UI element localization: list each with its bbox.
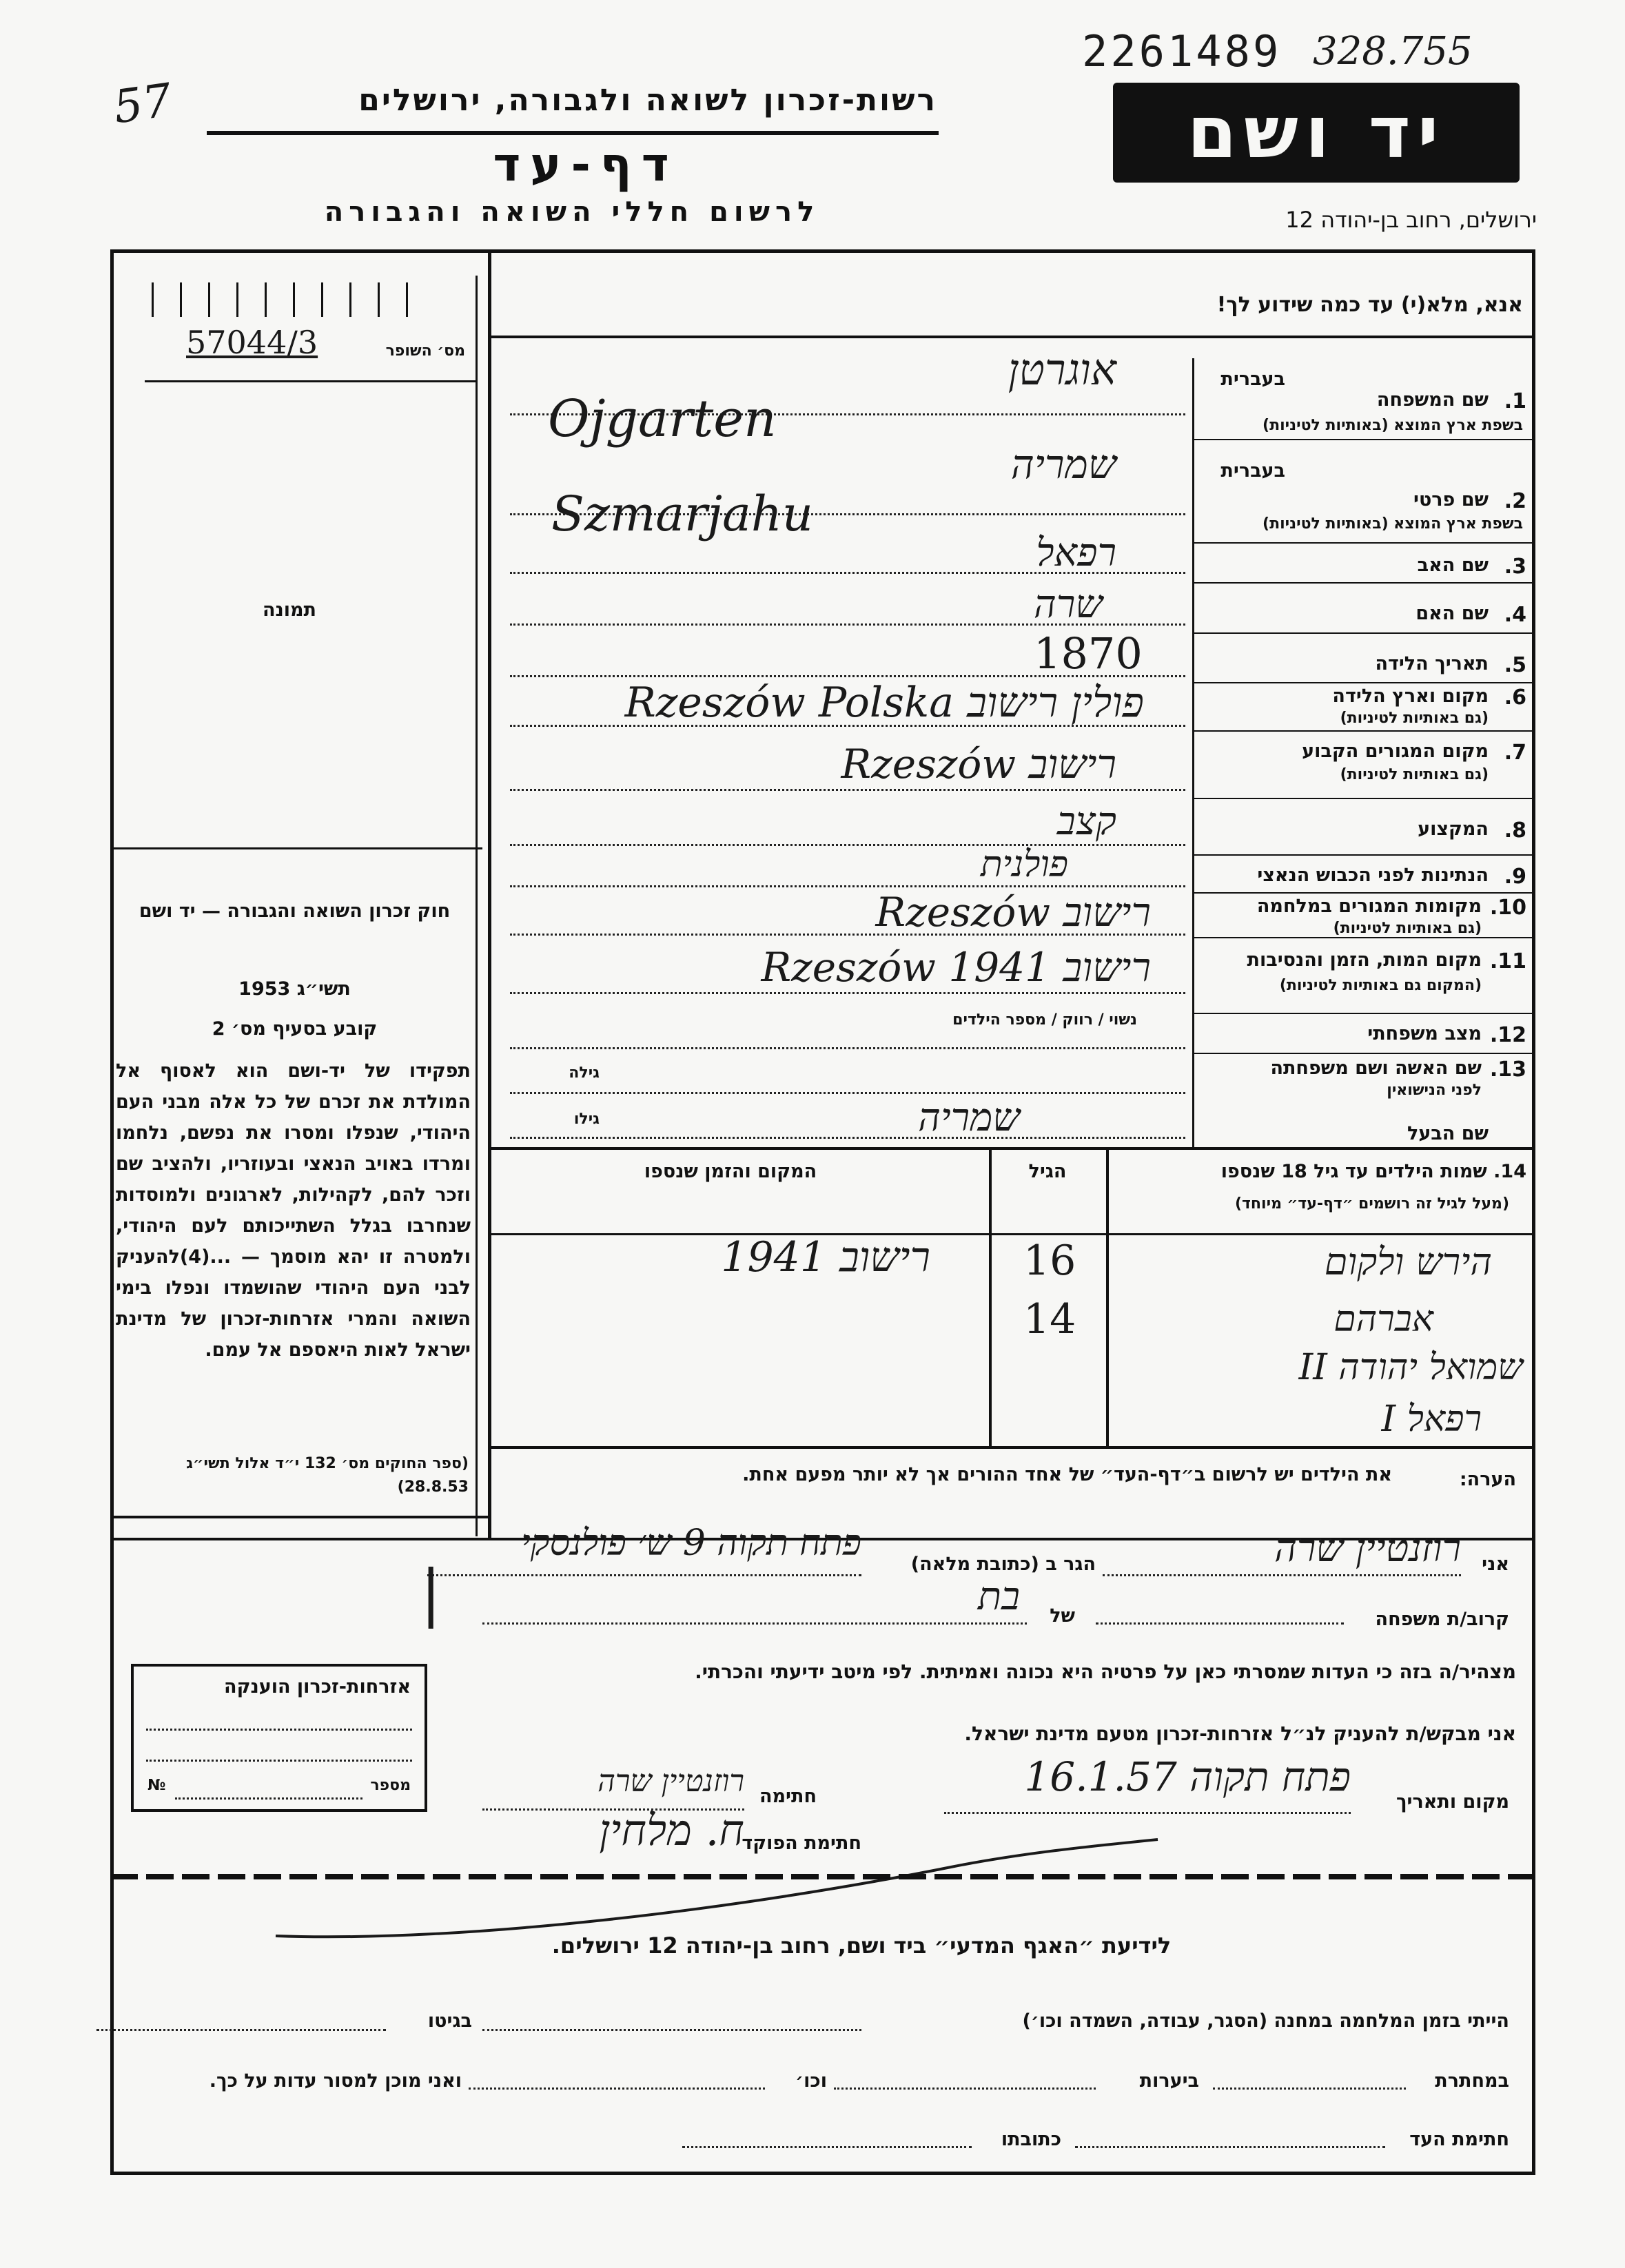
authority-underline	[207, 131, 939, 135]
label-column-divider	[1192, 358, 1194, 1147]
note-text: את הילדים יש לרשום ב״דף-העד״ של אחד ההורים אך לא יותר מפעם אחת.	[742, 1464, 1392, 1485]
husband-value[interactable]: שמריה	[918, 1095, 1020, 1140]
law-source: (ספר החוקים מס׳ 132 י״ד אלול תשי״ג 28.8.53)	[186, 1455, 469, 1496]
field-7-sublabel: (גם באותיות לטיניות)	[1340, 766, 1489, 783]
declaration-statement-2: אני מבקש/ת להעניק לנ״ל אזרחות-זכרון מטעם מדינת ישראל.	[964, 1722, 1516, 1745]
field-9-label: הנתינות לפני הכבוש הנאצי	[1257, 865, 1489, 886]
reference-number: 328.755	[1313, 29, 1473, 74]
note-label: הערה:	[1459, 1469, 1516, 1490]
file-number-rule	[145, 380, 476, 382]
field-2-value-hebrew[interactable]: שמריה	[1010, 441, 1116, 488]
citizenship-box-no: №	[147, 1777, 166, 1794]
official-signature-label: חתימת הפוקד	[742, 1833, 861, 1854]
field-3-value[interactable]: רפאל	[1036, 530, 1116, 575]
declaration-address-value[interactable]: פתח תקוה 9 ש׳ פולנסקי	[521, 1523, 861, 1564]
children-col-1	[1106, 1150, 1109, 1446]
field-1-label: שם המשפחה	[1376, 389, 1489, 411]
husband-label: שם הבעל	[1407, 1123, 1489, 1144]
relation-label: קרוב/ת משפחה	[1375, 1609, 1509, 1630]
field-6-number: 6.	[1504, 685, 1526, 710]
field-10-sublabel: (גם באותיות לטיניות)	[1333, 920, 1482, 937]
field-10-number: 10.	[1489, 896, 1526, 920]
field-4-label: שם האם	[1416, 603, 1489, 624]
form-subtitle: לרשום חללי השואה והגבורה	[324, 196, 820, 228]
field-13-sublabel: לפני הנישואין	[1387, 1082, 1482, 1099]
law-title: חוק זכרון השואה והגבורה — יד ושם	[139, 900, 451, 922]
form-intro: אנא, מלא(י) עד כמה שידוע לך!	[1216, 293, 1523, 317]
field-12-number: 12.	[1489, 1023, 1526, 1047]
declaration-address-label: הגר ב (כתובת מלאה)	[910, 1554, 1096, 1575]
field-13-number: 13.	[1489, 1058, 1526, 1082]
form-title: דף-עד	[493, 138, 679, 192]
child-row-2-age[interactable]: 14	[1023, 1295, 1076, 1343]
law-clause: קובע בסעיף מס׳ 2	[212, 1018, 378, 1040]
left-panel-divider-2	[476, 276, 478, 1536]
note-top-rule	[491, 1446, 1535, 1449]
husband-age-label: גילו	[573, 1111, 600, 1128]
bottom-line2-b: ביערות	[1139, 2070, 1199, 2092]
declaration-i-value[interactable]: רוזנטיין שרה	[1274, 1526, 1461, 1571]
child-row-1-place[interactable]: רישוב 1941	[721, 1233, 930, 1281]
field-4-value[interactable]: שרה	[1034, 582, 1103, 627]
left-panel-divider	[488, 249, 491, 1538]
field-5-number: 5.	[1504, 653, 1526, 677]
field-10-label: מקומות המגורים במלחמה	[1256, 896, 1482, 917]
children-place-header: המקום והזמן שנספו	[644, 1161, 817, 1182]
bottom-line1-a: הייתי בזמן המלחמה במחנה (הסגר, עבודה, השמדה וכו׳)	[1022, 2010, 1509, 2032]
field-11-number: 11.	[1489, 949, 1526, 973]
law-year: תשי״ג 1953	[238, 978, 351, 1000]
field-2-value-latin[interactable]: Szmarjahu	[551, 486, 814, 542]
field-2-label: שם פרטי	[1413, 489, 1489, 511]
field-12-value[interactable]: נשוי / רווק / מספר הילדים	[952, 1011, 1137, 1029]
child-row-1-age[interactable]: 16	[1023, 1237, 1076, 1285]
child-row-2-name[interactable]: אברהם	[1333, 1299, 1433, 1340]
bottom-line2-d: ואני מוכן למסור עדות על כך.	[209, 2070, 462, 2092]
children-label: 14. שמות הילדים עד גיל 18 שנספו	[1220, 1161, 1526, 1182]
child-row-4-name[interactable]: רפאל I	[1381, 1399, 1482, 1440]
bottom-section-rule	[110, 1874, 1535, 1879]
field-2-number: 2.	[1504, 489, 1526, 513]
place-date-label: מקום ותאריך	[1396, 1791, 1509, 1813]
field-11-value[interactable]: רישוב 1941 Rzeszów	[761, 944, 1151, 991]
declaration-i-label: אני	[1482, 1554, 1509, 1575]
serial-number: 2261489	[1082, 26, 1282, 76]
field-4-number: 4.	[1504, 603, 1526, 627]
header-address: ירושלים, רחוב בן-יהודה 12	[1285, 207, 1537, 233]
field-10-value[interactable]: רישוב Rzeszów	[875, 889, 1151, 936]
field-1-number: 1.	[1504, 389, 1526, 413]
field-7-label: מקום המגורים הקבוע	[1302, 741, 1489, 762]
file-number-label: מס׳ השופר	[385, 342, 465, 360]
field-11-label: מקום המות, הזמן והנסיבות	[1247, 949, 1482, 971]
photo-label: תמונה	[262, 599, 317, 621]
file-number-value: 57044/3	[186, 324, 318, 361]
field-3-number: 3.	[1504, 555, 1526, 579]
children-age-header: הגיל	[1028, 1161, 1067, 1182]
field-1-sublabel: בשפת ארץ המוצא (באותיות לטיניות)	[1263, 417, 1523, 434]
place-date-value[interactable]: פתח תקוה 16.1.57	[1024, 1753, 1351, 1800]
logo-text: יד ושם	[1187, 90, 1446, 174]
citizenship-box-number-label: מספר	[370, 1777, 411, 1794]
relation-value[interactable]: בת	[977, 1574, 1020, 1619]
citizenship-box-title: אזרחות-זכרון הוענקה	[224, 1676, 411, 1698]
children-col-2	[989, 1150, 992, 1446]
citizenship-box	[131, 1664, 427, 1812]
field-12-label: מצב משפחתי	[1367, 1023, 1482, 1044]
left-panel-bottom-rule	[110, 1516, 491, 1518]
photo-box-bottom	[110, 847, 482, 849]
signature-label: חתימה	[759, 1786, 817, 1807]
field-5-label: תאריך הלידה	[1375, 653, 1489, 674]
field-9-value[interactable]: פולנית	[980, 844, 1068, 885]
bottom-line3-b: כתובתו	[1001, 2129, 1061, 2150]
child-row-1-name[interactable]: הירש ולקום	[1324, 1240, 1492, 1284]
field-11-sublabel: (המקום גם באותיות לטיניות)	[1279, 977, 1482, 994]
field-1-hebrew-label: בעברית	[1220, 369, 1285, 390]
field-5-value[interactable]: 1870	[1034, 628, 1143, 679]
field-3-label: שם האב	[1417, 555, 1489, 576]
field-6-label: מקום וארץ הלידה	[1332, 685, 1489, 707]
official-signature-value[interactable]: ח. מלחין	[599, 1805, 744, 1855]
margin-mark: 57	[110, 73, 175, 134]
field-6-value[interactable]: פולין רישוב Rzeszów Polska	[624, 679, 1144, 727]
intro-rule	[491, 336, 1535, 338]
bottom-line3-a: חתימת העד	[1409, 2129, 1509, 2150]
field-1-value-latin[interactable]: Ojgarten	[548, 389, 777, 449]
field-8-value[interactable]: קצב	[1056, 799, 1116, 844]
bottom-line1-b: בגיטו	[427, 2010, 472, 2032]
file-number-ticks	[145, 282, 469, 317]
bottom-line2-c: וכו׳	[795, 2070, 827, 2092]
declaration-statement-1: מצהיר/ה בזה כי העדות שמסרתי כאן על פרטיה היא נכונה ואמיתית. לפי מיטב ידיעתי והכרתי.	[695, 1660, 1516, 1683]
field-8-label: המקצוע	[1418, 818, 1489, 840]
field-7-value[interactable]: רישוב Rzeszów	[841, 741, 1116, 787]
field-6-sublabel: (גם באותיות לטיניות)	[1340, 710, 1489, 727]
field-7-number: 7.	[1504, 741, 1526, 765]
field-2-sublabel: בשפת ארץ המוצא (באותיות לטיניות)	[1263, 515, 1523, 533]
field-13-age-label: גילה	[569, 1064, 600, 1082]
relation-bracket-mark: |	[420, 1557, 442, 1629]
field-2-hebrew-label: בעברית	[1220, 460, 1285, 482]
field-13-label: שם האשה ושם משפחתה	[1270, 1058, 1482, 1079]
children-sublabel: (מעל לגיל זה רושמים ״דף-עד״ מיוחד)	[1234, 1195, 1509, 1213]
field-1-value-hebrew[interactable]: אוגרטן	[1008, 344, 1116, 395]
law-text: תפקידו של יד-ושם הוא לאסוף אל המולדת את זכרם של כל אלה מבני העם היהודי, שנפלו ומסרו את נפשם, נלחמו ומרדו באויב הנאצי ובעוזריו, ולהציב שם וזכר להם, לקהילות, לארגונים ולמוסדות שנחרבו בגלל השתייכותם לעם היהודי, ולמטרה זו יהא מוסמך — ...(4)להעניק לבני העם היהודי שהושמדו ונפלו בימי השואה והמרי אזרחות-זכרון של מדינת ישראל לאות היאספם אל עמם.	[116, 1060, 471, 1361]
yad-vashem-logo	[1113, 83, 1520, 183]
field-8-number: 8.	[1504, 818, 1526, 843]
authority-name: רשות-זכרון לשואה ולגבורה, ירושלים	[358, 83, 937, 118]
relation-of-label: של	[1050, 1605, 1075, 1627]
bottom-line2-a: במחתרת	[1435, 2070, 1509, 2092]
bottom-title: לידיעת ״האגף המדעי״ ביד ושם, רחוב בן-יהודה 12 ירושלים.	[551, 1932, 1172, 1959]
field-9-number: 9.	[1504, 865, 1526, 889]
child-row-3-name[interactable]: שמואל יהודה II	[1298, 1347, 1523, 1388]
signature-value[interactable]: רוזנטיין שרה	[597, 1764, 744, 1799]
